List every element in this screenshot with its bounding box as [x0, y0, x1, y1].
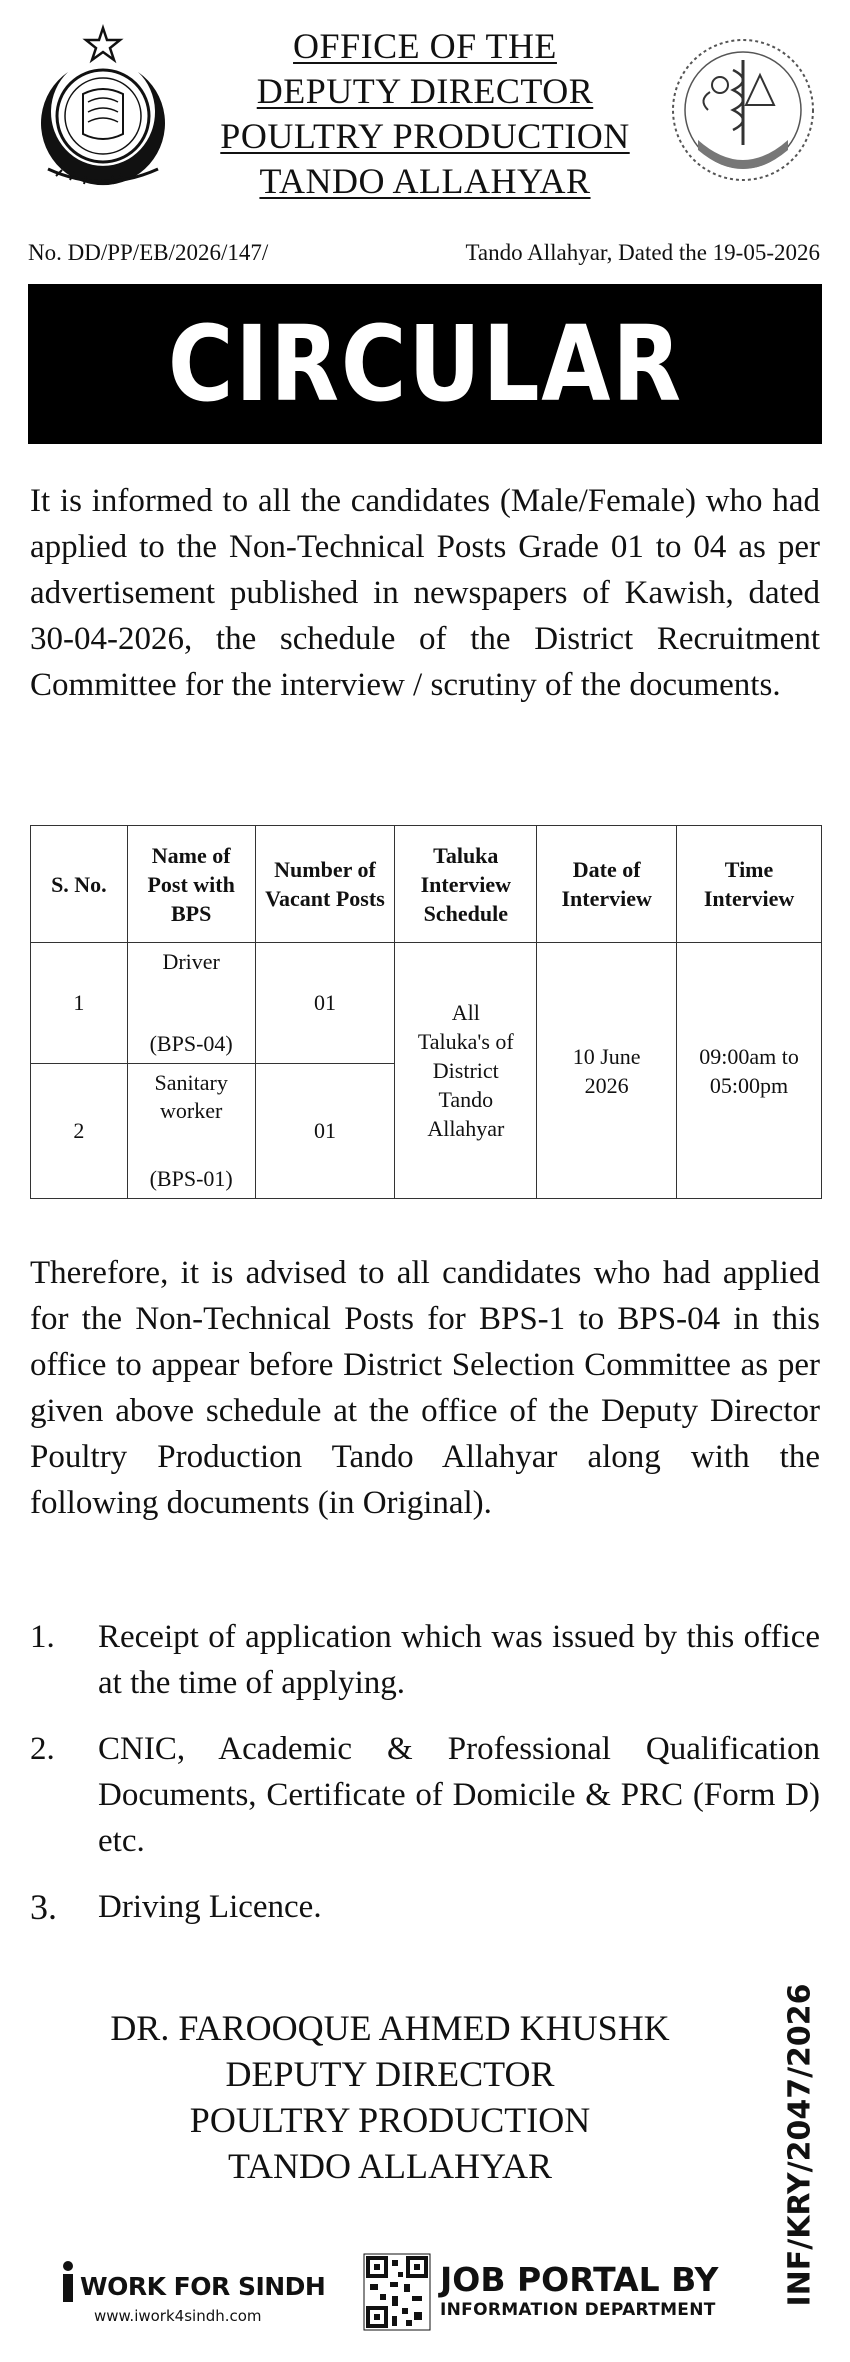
post-name: Driver	[162, 948, 220, 974]
cell-date: 10 June 2026	[537, 943, 677, 1199]
banner-title: CIRCULAR	[167, 303, 683, 425]
list-item	[30, 1884, 820, 1930]
list-item-number: 3.	[30, 1887, 57, 1927]
signatory-line: POULTRY PRODUCTION	[189, 2100, 591, 2140]
job-portal-block	[440, 2262, 760, 2320]
header-sno: S. No.	[31, 826, 128, 943]
list-item-text: CNIC, Academic & Professional Qualification Documents, Certificate of Domicile & PRC (Form D) etc.	[98, 1731, 820, 1859]
signatory-line: DEPUTY DIRECTOR	[225, 2054, 555, 2094]
office-line: TANDO ALLAHYAR	[259, 161, 591, 201]
office-line: OFFICE OF THE	[293, 26, 557, 66]
cell-time: 09:00am to 05:00pm	[677, 943, 822, 1199]
header-taluka: Taluka Interview Schedule	[395, 826, 537, 943]
advice-paragraph: Therefore, it is advised to all candidates who had applied for the Non-Technical Posts for BPS-1 to BPS-04 in this office to appear before District Selection Committee as per given above schedule at the office of the Deputy Director Poultry Production Tando Allahyar along with the following documents (in Original).	[30, 1255, 820, 1521]
iwork-logo	[60, 2250, 350, 2330]
reference-line	[28, 240, 820, 266]
post-bps: (BPS-01)	[149, 1165, 233, 1191]
header-date: Date of Interview	[537, 826, 677, 943]
office-heading	[180, 24, 670, 204]
list-item-number: 2.	[30, 1731, 55, 1767]
office-line: POULTRY PRODUCTION	[220, 116, 630, 156]
post-name: Sanitary worker	[154, 1069, 228, 1123]
portal-title: JOB PORTAL BY	[440, 2260, 719, 2299]
list-item-text: Receipt of application which was issued by this office at the time of applying.	[98, 1619, 820, 1701]
circular-banner	[28, 284, 822, 444]
sindh-government-seal-icon	[28, 24, 178, 194]
header-post: Name of Post with BPS	[127, 826, 255, 943]
reference-date: Tando Allahyar, Dated the 19-05-2026	[465, 240, 820, 265]
vertical-release-code	[770, 1983, 830, 2307]
qr-code-icon	[362, 2252, 432, 2332]
iwork-i-icon	[60, 2260, 76, 2304]
list-item	[30, 1614, 820, 1706]
table-row	[31, 943, 822, 1064]
iwork-title: WORK FOR SINDH	[80, 2272, 326, 2301]
documents-list	[30, 1614, 820, 1950]
header-time: Time Interview	[677, 826, 822, 943]
schedule-table	[30, 825, 822, 1199]
table-header-row	[31, 826, 822, 943]
release-code-text: INF/KRY/2047/2026	[782, 1983, 818, 2307]
cell-taluka: All Taluka's of District Tando Allahyar	[395, 943, 537, 1199]
signatory-line: TANDO ALLAHYAR	[227, 2146, 553, 2186]
iwork-url: www.iwork4sindh.com	[94, 2307, 262, 2325]
intro-paragraph: It is informed to all the candidates (Male/Female) who had applied to the Non-Technical Posts Grade 01 to 04 as per advertisement published in newspapers of Kawish, dated 30-04-2026, the schedule of the District Recruitment Committee for the interview / scrutiny of the documents.	[30, 483, 820, 703]
list-item	[30, 1726, 820, 1864]
signatory-name: DR. FAROOQUE AHMED KHUSHK	[110, 2008, 670, 2048]
cell-vacant: 01	[255, 943, 395, 1064]
post-bps: (BPS-04)	[149, 1030, 233, 1056]
cell-post	[127, 943, 255, 1064]
cell-post	[127, 1063, 255, 1198]
signatory-block	[60, 2005, 720, 2189]
veterinary-emblem-icon	[668, 30, 818, 190]
list-item-number: 1.	[30, 1619, 55, 1655]
list-item-text: Driving Licence.	[98, 1889, 322, 1925]
reference-number: No. DD/PP/EB/2026/147/	[28, 240, 269, 265]
office-line: DEPUTY DIRECTOR	[256, 71, 594, 111]
cell-vacant: 01	[255, 1063, 395, 1198]
cell-sno: 1	[31, 943, 128, 1064]
portal-subtitle: INFORMATION DEPARTMENT	[440, 2300, 716, 2320]
cell-sno: 2	[31, 1063, 128, 1198]
header-vacant: Number of Vacant Posts	[255, 826, 395, 943]
